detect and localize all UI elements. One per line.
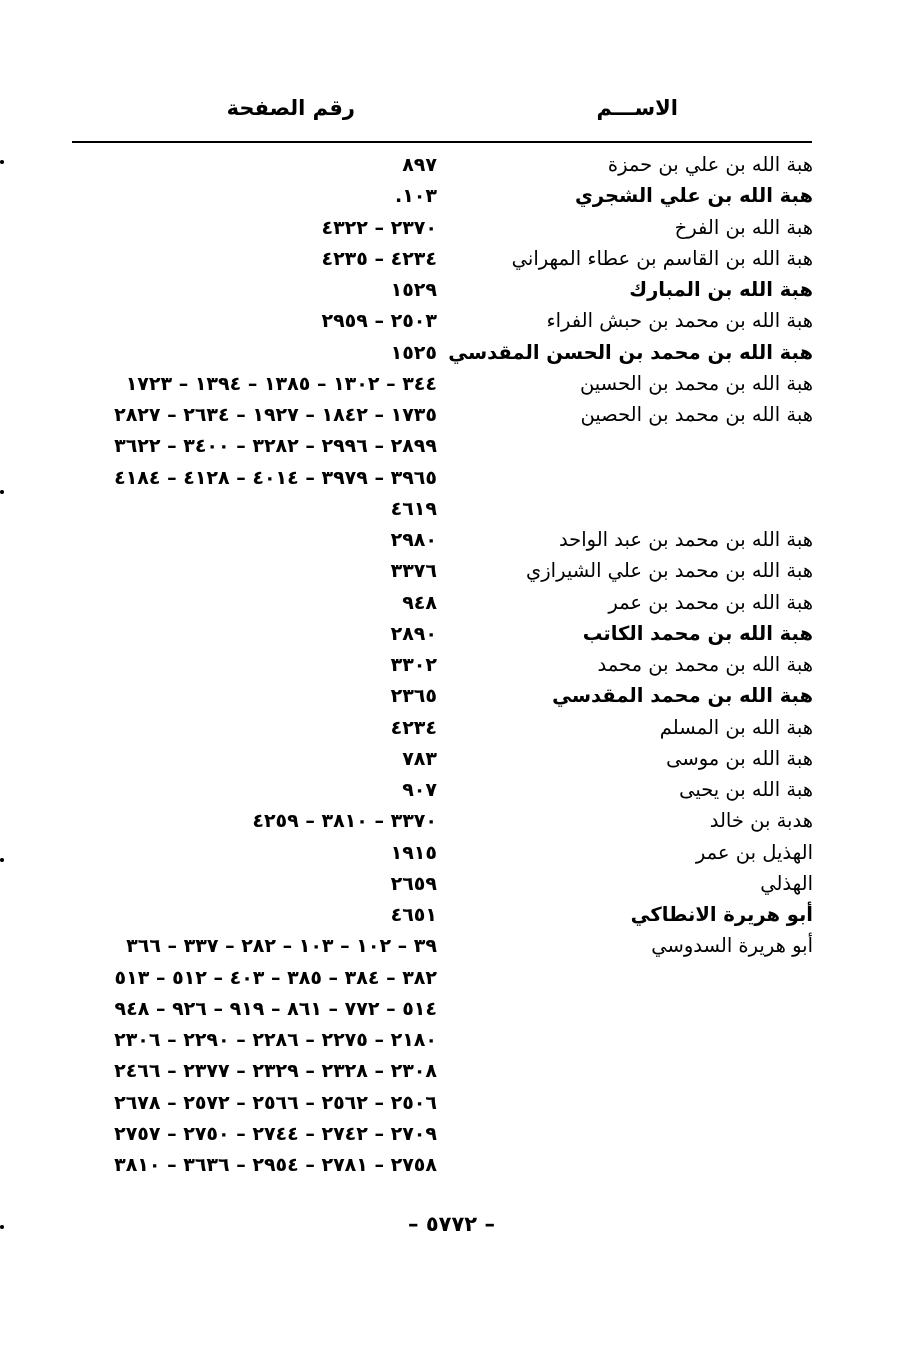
entry-page-numbers: ٣٩ – ١٠٢ – ١٠٣ – ٢٨٢ – ٣٣٧ – ٣٦٦ xyxy=(126,935,437,958)
scan-speck xyxy=(0,160,4,164)
index-entry xyxy=(68,213,813,245)
index-entry xyxy=(68,369,813,401)
entry-page-numbers: ١٥٢٥ xyxy=(390,341,437,364)
entry-page-numbers: ١٧٣٥ – ١٨٤٢ – ١٩٢٧ – ٢٦٣٤ – ٢٨٢٧ xyxy=(114,404,437,426)
index-entry xyxy=(68,400,813,432)
entry-page-numbers: ٣٨٢ – ٣٨٤ – ٣٨٥ – ٤٠٣ – ٥١٢ – ٥١٣ xyxy=(114,966,437,989)
entry-page-numbers: ٢٣٠٨ – ٢٣٢٨ – ٢٣٢٩ – ٢٣٧٧ – ٢٤٦٦ xyxy=(114,1060,437,1083)
entry-name: هبة الله بن يحيى xyxy=(679,778,813,801)
entry-name: الهذيل بن عمر xyxy=(695,840,813,864)
entry-page-numbers: ٩٤٨ xyxy=(402,591,437,614)
index-entry xyxy=(68,931,813,963)
entry-page-numbers: ٣٣٧٦ xyxy=(390,560,437,583)
index-entry xyxy=(68,775,813,807)
entry-name: أبو هريرة السدوسي xyxy=(651,934,813,958)
entry-name: هبة الله بن علي الشجري xyxy=(574,184,813,208)
index-entry xyxy=(68,869,813,901)
index-entry xyxy=(68,306,813,338)
name-column-header: الاســـم xyxy=(596,96,678,120)
index-entry xyxy=(68,588,813,620)
index-entry xyxy=(68,431,813,463)
entry-page-numbers: ٢٩٨٠ xyxy=(390,529,437,551)
entry-name: هبة الله بن علي بن حمزة xyxy=(607,153,813,176)
entry-name: هبة الله بن محمد الكاتب xyxy=(582,621,813,645)
index-entry xyxy=(68,963,813,995)
entry-page-numbers: ٧٨٣ xyxy=(402,747,437,770)
entry-name: هبة الله بن محمد المقدسي xyxy=(552,684,813,708)
header-rule xyxy=(72,141,812,143)
scan-speck xyxy=(0,858,4,862)
entry-name: هبة الله بن موسى xyxy=(666,746,813,770)
index-entry xyxy=(68,838,813,870)
index-entry xyxy=(68,1150,813,1182)
index-entry xyxy=(68,494,813,526)
entry-page-numbers: ٢٥٠٣ – ٢٩٥٩ xyxy=(321,310,437,333)
entry-page-numbers: ٢٧٥٨ – ٢٧٨١ – ٢٩٥٤ – ٣٦٣٦ – ٣٨١٠ xyxy=(114,1154,437,1176)
entry-page-numbers: ٢١٨٠ – ٢٢٧٥ – ٢٢٨٦ – ٢٢٩٠ – ٢٣٠٦ xyxy=(114,1029,437,1051)
page-number-column-header: رقم الصفحة xyxy=(226,96,355,120)
entry-page-numbers: ٢٨٩٩ – ٢٩٩٦ – ٣٢٨٢ – ٣٤٠٠ – ٣٦٢٢ xyxy=(114,435,437,458)
scan-speck xyxy=(0,490,4,494)
entry-name: الهذلي xyxy=(760,871,813,895)
entry-name: هبة الله بن محمد بن الحصين xyxy=(580,403,813,426)
index-entry xyxy=(68,150,813,182)
entry-name: هبة الله بن محمد بن عمر xyxy=(608,590,813,614)
index-entry xyxy=(68,1056,813,1088)
entry-page-numbers: ٥١٤ – ٧٧٢ – ٨٦١ – ٩١٩ – ٩٢٦ – ٩٤٨ xyxy=(114,997,437,1020)
entry-page-numbers: ٩٠٧ xyxy=(402,779,437,801)
entry-name: هدبة بن خالد xyxy=(709,809,813,833)
entry-page-numbers: ٢٣٧٠ – ٤٣٢٢ xyxy=(321,216,437,239)
index-entry xyxy=(68,338,813,370)
entry-page-numbers: ٤٦١٩ xyxy=(390,497,437,520)
entry-page-numbers: ٨٩٧ xyxy=(402,154,437,176)
index-entry xyxy=(68,994,813,1026)
entry-page-numbers: ١٥٢٩ xyxy=(390,279,437,301)
entry-name: هبة الله بن محمد بن الحسين xyxy=(579,371,813,395)
entry-page-numbers: ٢٦٥٩ xyxy=(390,872,437,895)
index-entry xyxy=(68,806,813,838)
index-entry xyxy=(68,650,813,682)
index-entry xyxy=(68,681,813,713)
scan-speck xyxy=(0,1225,4,1229)
entry-page-numbers: ٣٣٧٠ – ٣٨١٠ – ٤٢٥٩ xyxy=(252,810,437,833)
entry-name: هبة الله بن محمد بن عبد الواحد xyxy=(558,528,813,551)
index-entry xyxy=(68,244,813,276)
entry-name: هبة الله بن المبارك xyxy=(629,278,813,301)
entry-name: هبة الله بن المسلم xyxy=(659,715,813,739)
entry-name: هبة الله بن القاسم بن عطاء المهراني xyxy=(511,246,813,270)
entry-page-numbers: ١٠٣. xyxy=(394,185,437,208)
index-entry xyxy=(68,1025,813,1057)
entry-page-numbers: ٢٨٩٠ xyxy=(390,622,437,645)
entry-page-numbers: ٣٩٦٥ – ٣٩٧٩ – ٤٠١٤ – ٤١٢٨ – ٤١٨٤ xyxy=(114,466,437,489)
entry-name: أبو هريرة الانطاكي xyxy=(630,903,813,926)
index-entry xyxy=(68,1119,813,1151)
entry-page-numbers: ٣٣٠٢ xyxy=(390,654,437,676)
entry-page-numbers: ٣٤٤ – ١٣٠٢ – ١٣٨٥ – ١٣٩٤ – ١٧٢٣ xyxy=(125,372,437,395)
entry-page-numbers: ٤٢٣٤ xyxy=(390,716,437,739)
index-entry xyxy=(68,463,813,495)
page-folio: – ٥٧٧٢ – xyxy=(408,1212,495,1236)
index-entry xyxy=(68,619,813,651)
entry-name: هبة الله بن الفرخ xyxy=(674,215,813,239)
index-entry xyxy=(68,744,813,776)
index-entry xyxy=(68,525,813,557)
index-entry xyxy=(68,181,813,213)
index-entry xyxy=(68,1088,813,1120)
index-entry xyxy=(68,556,813,588)
entry-name: هبة الله بن محمد بن حبش الفراء xyxy=(546,309,813,333)
entry-page-numbers: ٤٦٥١ xyxy=(390,904,437,926)
entry-name: هبة الله بن محمد بن الحسن المقدسي xyxy=(448,340,813,364)
entry-name: هبة الله بن محمد بن محمد xyxy=(597,653,813,676)
index-entry xyxy=(68,713,813,745)
entry-page-numbers: ١٩١٥ xyxy=(390,841,437,864)
index-entry xyxy=(68,900,813,932)
entry-page-numbers: ٤٢٣٤ – ٤٢٣٥ xyxy=(321,247,437,270)
entry-name: هبة الله بن محمد بن علي الشيرازي xyxy=(525,559,813,583)
entry-page-numbers: ٢٣٦٥ xyxy=(390,685,437,708)
index-entry xyxy=(68,275,813,307)
entry-page-numbers: ٢٧٠٩ – ٢٧٤٢ – ٢٧٤٤ – ٢٧٥٠ – ٢٧٥٧ xyxy=(114,1122,437,1145)
entry-page-numbers: ٢٥٠٦ – ٢٥٦٢ – ٢٥٦٦ – ٢٥٧٢ – ٢٦٧٨ xyxy=(114,1091,437,1114)
